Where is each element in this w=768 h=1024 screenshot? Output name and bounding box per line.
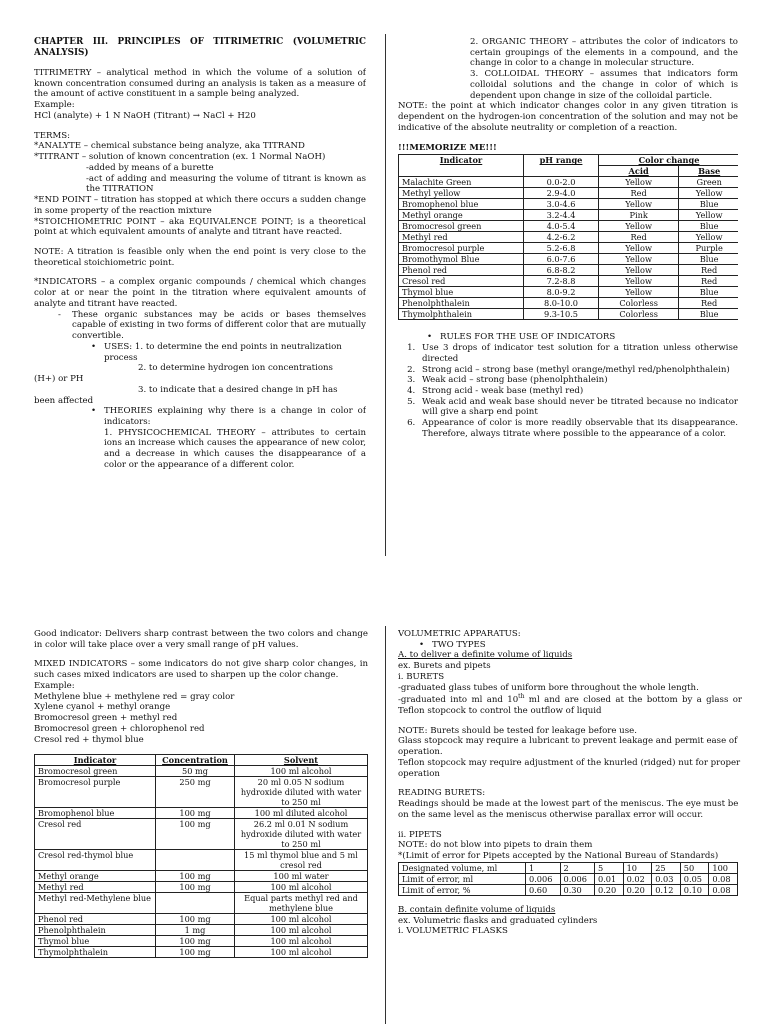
conc-table-cell: 100 mg xyxy=(156,947,235,958)
conc-table-cell: 100 ml water xyxy=(235,871,368,882)
limit-table-cell: 0.20 xyxy=(595,884,624,895)
ph-header-range: pH range xyxy=(524,155,599,177)
rule-item: 3. Weak acid – strong base (phenolphthalein) xyxy=(418,375,738,386)
ph-table-cell: Blue xyxy=(679,199,738,210)
ph-table-cell: Yellow xyxy=(599,199,679,210)
conc-table-cell: 100 mg xyxy=(156,808,235,819)
ph-table-body xyxy=(399,177,739,320)
conc-table-cell: 50 mg xyxy=(156,766,235,777)
rules-heading: • RULES FOR THE USE OF INDICATORS xyxy=(440,332,738,343)
limit-table-row xyxy=(399,884,738,895)
conc-table-cell: 20 ml 0.05 N sodium hydroxide diluted with water to 250 ml xyxy=(235,777,368,808)
conc-table-cell: 100 mg xyxy=(156,819,235,850)
mixed-indicators: MIXED INDICATORS – some indicators do not give sharp color changes, in such cases mixed indicators are used to sharpen up the color change. xyxy=(34,659,368,681)
conc-table-row xyxy=(35,893,368,914)
limit-table-cell: 100 xyxy=(709,862,738,873)
titrant-term: *TITRANT – solution of known concentration (ex. 1 Normal NaOH) xyxy=(34,152,326,163)
conc-table-row xyxy=(35,819,368,850)
ph-subheader-base: Base xyxy=(679,166,738,177)
page1-right-column xyxy=(398,37,738,557)
ph-table-cell: Green xyxy=(679,177,738,188)
pipet-limit-table xyxy=(398,862,738,896)
rule-item: 1. Use 3 drops of indicator test solution for a titration unless otherwise directed xyxy=(418,343,738,364)
ph-table-cell: Yellow xyxy=(599,276,679,287)
conc-table-cell: Bromocresol green xyxy=(35,766,156,777)
conc-header-concentration: Concentration xyxy=(156,755,235,766)
conc-table-cell: 100 mg xyxy=(156,914,235,925)
ph-table-cell: Blue xyxy=(679,254,738,265)
conc-table-cell: 100 ml alcohol xyxy=(235,766,368,777)
conc-table-row xyxy=(35,914,368,925)
conc-table-cell: 100 ml alcohol xyxy=(235,925,368,936)
limit-table-cell: 0.006 xyxy=(560,873,595,884)
apparatus-title: VOLUMETRIC APPARATUS: xyxy=(398,629,521,639)
ph-table-cell: Cresol red xyxy=(399,276,524,287)
conc-table-row xyxy=(35,947,368,958)
conc-table-cell: 1 mg xyxy=(156,925,235,936)
conc-table-cell: 100 ml alcohol xyxy=(235,914,368,925)
ph-table-cell: 0.0-2.0 xyxy=(524,177,599,188)
glass-stopcock-note: Glass stopcock may require a lubricant to prevent leakage and permit ease of operation. xyxy=(398,736,738,758)
reading-burets-title: READING BURETS: xyxy=(398,788,486,799)
ph-table-cell: 2.9-4.0 xyxy=(524,188,599,199)
limit-table-cell: 5 xyxy=(595,862,624,873)
mixed-examples-list xyxy=(34,692,368,746)
ph-table-cell: 7.2-8.8 xyxy=(524,276,599,287)
ph-table-cell: 6.0-7.6 xyxy=(524,254,599,265)
limit-table-cell: 25 xyxy=(652,862,681,873)
ph-table-cell: 5.2-6.8 xyxy=(524,243,599,254)
ph-range-table xyxy=(398,154,738,320)
indicator-ph-note: NOTE: the point at which indicator changes color in any given titration is dependent on the hydrogen-ion concentration of the solution and may not be indicative of the absolute neutrality or completion of a reaction. xyxy=(398,101,738,133)
ph-table-cell: Methyl orange xyxy=(399,210,524,221)
type-a-example: ex. Burets and pipets xyxy=(398,661,491,672)
ph-table-cell: 4.0-5.4 xyxy=(524,221,599,232)
ph-table-cell: Yellow xyxy=(679,188,738,199)
limit-table-cell: 0.10 xyxy=(680,884,709,895)
ph-table-cell: Yellow xyxy=(599,243,679,254)
ph-table-cell: Phenolphthalein xyxy=(399,298,524,309)
ph-table-cell: 9.3-10.5 xyxy=(524,309,599,320)
page2-right-column xyxy=(398,629,742,1024)
ph-table-cell: Phenol red xyxy=(399,265,524,276)
teflon-stopcock-note: Teflon stopcock may require adjustment of the knurled (ridged) nut for proper operation xyxy=(398,757,741,779)
uses-item-2b: (H+) or PH xyxy=(34,374,84,385)
rules-heading-list xyxy=(398,332,738,343)
conc-table-cell: 15 ml thymol blue and 5 ml cresol red xyxy=(235,850,368,871)
ph-table-cell: Red xyxy=(599,232,679,243)
conc-table-cell: Methyl orange xyxy=(35,871,156,882)
conc-table-cell: 26.2 ml 0.01 N sodium hydroxide diluted with water to 250 ml xyxy=(235,819,368,850)
conc-table-row xyxy=(35,925,368,936)
limit-table-cell: 0.01 xyxy=(595,873,624,884)
terms-label: TERMS: xyxy=(34,130,71,141)
conc-table-row xyxy=(35,882,368,893)
conc-table-cell: Thymol blue xyxy=(35,936,156,947)
conc-table-cell: 100 ml alcohol xyxy=(235,882,368,893)
example-label: Example: xyxy=(34,100,75,111)
ph-table-cell: Methyl yellow xyxy=(399,188,524,199)
conc-table-cell: Cresol red-thymol blue xyxy=(35,850,156,871)
ph-table-cell: 6.8-8.2 xyxy=(524,265,599,276)
titrimetry-definition: TITRIMETRY – analytical method in which the volume of a solution of known concentration consumed during an analysis is taken as a measure of the amount of active constituent in a sample being analyzed. xyxy=(34,67,366,100)
indicator-dash-item: - These organic substances may be acids or bases themselves capable of existing in two forms of different color that are mutually convertible. xyxy=(72,310,366,342)
ph-table-row xyxy=(399,210,739,221)
limit-table-row xyxy=(399,873,738,884)
limit-table-cell: 1 xyxy=(526,862,561,873)
organic-theory: 2. ORGANIC THEORY – attributes the color of indicators to certain groupings of the elements in a compound, and the change in color to a change in molecular structure. xyxy=(470,37,738,69)
ph-table-row xyxy=(399,188,739,199)
conc-table-cell: Phenol red xyxy=(35,914,156,925)
rule-item: 5. Weak acid and weak base should never be titrated because no indicator will give a sharp end point xyxy=(418,397,738,418)
conc-table-cell: Cresol red xyxy=(35,819,156,850)
mixed-example-item: Xylene cyanol + methyl orange xyxy=(34,702,171,713)
burets-desc-2b: ml and are closed at the bottom by a glass or Teflon stopcock to control the outflow of liquid xyxy=(398,695,742,716)
ph-table-cell: Yellow xyxy=(599,221,679,232)
conc-table-cell: 100 mg xyxy=(156,882,235,893)
conc-header-indicator: Indicator xyxy=(35,755,156,766)
ph-table-cell: 8.0-9.2 xyxy=(524,287,599,298)
limit-table-cell: 2 xyxy=(560,862,595,873)
ph-table-cell: Yellow xyxy=(599,254,679,265)
ph-subheader-acid: Acid xyxy=(599,166,679,177)
conc-table-cell: Bromocresol purple xyxy=(35,777,156,808)
ph-table-row xyxy=(399,276,739,287)
conc-table-body xyxy=(35,766,368,958)
conc-table-cell xyxy=(156,850,235,871)
titrant-sub-2: -act of adding and measuring the volume of titrant is known as the TITRATION xyxy=(86,173,366,195)
feasibility-note: NOTE: A titration is feasible only when the end point is very close to the theoretical stoichiometric point. xyxy=(34,246,366,268)
ph-table-cell: Yellow xyxy=(599,265,679,276)
conc-table-cell: 100 ml diluted alcohol xyxy=(235,808,368,819)
ph-table-cell: Yellow xyxy=(599,177,679,188)
ph-table-header-row xyxy=(399,155,739,166)
ph-table-cell: Bromocresol green xyxy=(399,221,524,232)
indicator-concentration-table xyxy=(34,754,368,958)
ph-table-row xyxy=(399,265,739,276)
ph-table-row xyxy=(399,287,739,298)
colloidal-theory: 3. COLLOIDAL THEORY – assumes that indicators form colloidal solutions and the change in color of which is dependent upon change in size of the colloidal particle. xyxy=(470,69,738,101)
page1-left-column xyxy=(34,37,366,557)
type-a-heading: A. to deliver a definite volume of liquids xyxy=(398,650,573,661)
conc-table-row xyxy=(35,871,368,882)
limit-table-cell: 0.03 xyxy=(652,873,681,884)
ph-table-row xyxy=(399,221,739,232)
ph-table-cell: Purple xyxy=(679,243,738,254)
ph-table-cell: Colorless xyxy=(599,298,679,309)
ph-table-cell: 4.2-6.2 xyxy=(524,232,599,243)
pipets-note: NOTE: do not blow into pipets to drain them xyxy=(398,840,593,851)
theories-list xyxy=(34,406,366,427)
example-equation: HCl (analyte) + 1 N NaOH (Titrant) → NaCl + H20 xyxy=(34,110,256,121)
flasks-heading: i. VOLUMETRIC FLASKS xyxy=(398,926,508,937)
ph-table-row xyxy=(399,199,739,210)
ph-table-row xyxy=(399,298,739,309)
conc-table-cell: Methyl red xyxy=(35,882,156,893)
ph-table-cell: Blue xyxy=(679,221,738,232)
conc-table-row xyxy=(35,777,368,808)
limit-table-cell: 0.08 xyxy=(709,884,738,895)
pipets-heading: ii. PIPETS xyxy=(398,829,442,840)
uses-item-3b: been affected xyxy=(34,395,94,406)
ph-table-cell: Malachite Green xyxy=(399,177,524,188)
uses-item-2: 2. to determine hydrogen ion concentrations xyxy=(138,363,333,374)
ph-table-row xyxy=(399,309,739,320)
limit-table-cell: 50 xyxy=(680,862,709,873)
ph-table-cell: Red xyxy=(679,265,738,276)
conc-table-row xyxy=(35,808,368,819)
ph-table-cell: Yellow xyxy=(679,210,738,221)
page1-divider xyxy=(385,34,386,556)
mixed-example-item: Methylene blue + methylene red = gray color xyxy=(34,691,235,702)
conc-table-cell: Thymolphthalein xyxy=(35,947,156,958)
ph-table-cell: Thymol blue xyxy=(399,287,524,298)
ph-table-row xyxy=(399,243,739,254)
limit-table-cell: 0.30 xyxy=(560,884,595,895)
conc-table-cell: Methyl red-Methylene blue xyxy=(35,893,156,914)
conc-table-cell: 100 mg xyxy=(156,871,235,882)
limit-table-row xyxy=(399,862,738,873)
conc-table-cell xyxy=(156,893,235,914)
ph-header-color-change: Color change xyxy=(599,155,739,166)
limit-table-cell: 0.05 xyxy=(680,873,709,884)
conc-table-row xyxy=(35,766,368,777)
ph-table-cell: Yellow xyxy=(599,287,679,298)
mixed-example-item: Bromocresol green + chlorophenol red xyxy=(34,723,205,734)
burets-desc-2a: -graduated into ml and 10 xyxy=(398,695,519,706)
ph-table-cell: Red xyxy=(599,188,679,199)
limit-table-cell: 0.20 xyxy=(623,884,652,895)
ph-table-cell: Blue xyxy=(679,287,738,298)
indicator-dash-list xyxy=(34,310,366,342)
chapter-title: CHAPTER III. PRINCIPLES OF TITRIMETRIC (VOLUMETRIC ANALYSIS) xyxy=(34,37,366,58)
ph-table-cell: 3.0-4.6 xyxy=(524,199,599,210)
page2-left-column xyxy=(34,629,368,1024)
limit-table-cell: 0.08 xyxy=(709,873,738,884)
physicochemical-theory: 1. PHYSICOCHEMICAL THEORY – attributes to certain ions an increase which causes the appearance of new color, and a decrease in which causes the disappearance of a color or the appearance of a different color. xyxy=(104,427,366,470)
conc-table-row xyxy=(35,850,368,871)
conc-table-cell: 250 mg xyxy=(156,777,235,808)
ph-table-cell: Bromothymol Blue xyxy=(399,254,524,265)
limit-table-cell: 0.60 xyxy=(526,884,561,895)
good-indicator: Good indicator: Delivers sharp contrast between the two colors and change in color will take place over a very small range of pH values. xyxy=(34,629,368,650)
burets-heading: i. BURETS xyxy=(398,671,445,682)
titrant-sub-1: -added by means of a burette xyxy=(86,162,214,173)
ph-table-row xyxy=(399,232,739,243)
rule-item: 6. Appearance of color is more readily observable that its disappearance. Therefore, always titrate where possible to the appearance of a color. xyxy=(418,418,738,439)
type-b-heading: B. contain definite volume of liquids xyxy=(398,904,556,915)
conc-table-cell: 100 ml alcohol xyxy=(235,947,368,958)
ph-table-cell: Red xyxy=(679,298,738,309)
ph-table-cell: Thymolphthalein xyxy=(399,309,524,320)
burets-desc-2 xyxy=(398,693,742,716)
rules-list xyxy=(398,343,738,440)
limit-table-body xyxy=(399,862,738,895)
reading-burets-text: Readings should be made at the lowest part of the meniscus. The eye must be on the same level as the meniscus otherwise parallax error will occur. xyxy=(398,799,739,820)
conc-table-cell: Bromophenol blue xyxy=(35,808,156,819)
uses-list xyxy=(34,342,366,363)
burets-leak-note: NOTE: Burets should be tested for leakage before use. xyxy=(398,725,637,736)
limit-table-cell: Limit of error, % xyxy=(399,884,526,895)
conc-table-header-row xyxy=(35,755,368,766)
limit-table-cell: 0.02 xyxy=(623,873,652,884)
memorize-label: !!!MEMORIZE ME!!! xyxy=(398,142,497,153)
mixed-example-label: Example: xyxy=(34,680,75,691)
mixed-example-item: Bromocresol green + methyl red xyxy=(34,713,178,724)
limit-table-cell: 0.12 xyxy=(652,884,681,895)
two-types-item: • TWO TYPES xyxy=(432,640,742,651)
uses-item-3: 3. to indicate that a desired change in pH has xyxy=(138,384,338,395)
ph-table-cell: Pink xyxy=(599,210,679,221)
ph-table-cell: Colorless xyxy=(599,309,679,320)
indicators-term: *INDICATORS – a complex organic compounds / chemical which changes color at or near the point in the titration where equivalent amounts of analyte and titrant have reacted. xyxy=(34,277,366,309)
ph-table-cell: 8.0-10.0 xyxy=(524,298,599,309)
limit-table-cell: Designated volume, ml xyxy=(399,862,526,873)
ph-table-row xyxy=(399,254,739,265)
conc-table-cell: Phenolphthalein xyxy=(35,925,156,936)
end-point-term: *END POINT – titration has stopped at which there occurs a sudden change in some property of the reaction mixture xyxy=(34,195,366,216)
ph-table-cell: Red xyxy=(679,276,738,287)
ph-table-cell: Blue xyxy=(679,309,738,320)
burets-desc-2-sup: th xyxy=(518,693,525,701)
rule-item: 4. Strong acid - weak base (methyl red) xyxy=(418,386,738,397)
conc-table-cell: 100 mg xyxy=(156,936,235,947)
conc-table-cell: Equal parts methyl red and methylene blue xyxy=(235,893,368,914)
limit-table-cell: Limit of error, ml xyxy=(399,873,526,884)
ph-table-cell: Yellow xyxy=(679,232,738,243)
ph-table-cell: Methyl red xyxy=(399,232,524,243)
ph-table-cell: Bromophenol blue xyxy=(399,199,524,210)
uses-item-1: • USES: 1. to determine the end points in neutralization process xyxy=(104,342,366,363)
ph-header-indicator: Indicator xyxy=(399,155,524,177)
mixed-example-item: Cresol red + thymol blue xyxy=(34,734,144,745)
rule-item: 2. Strong acid – strong base (methyl orange/methyl red/phenolphthalein) xyxy=(418,365,738,376)
theories-item: • THEORIES explaining why there is a change in color of indicators: xyxy=(104,406,366,427)
stoichiometric-term: *STOICHIOMETRIC POINT – aka EQUIVALENCE POINT; is a theoretical point at which equivalent amounts of analyte and titrant have reacted. xyxy=(34,216,366,238)
type-b-example: ex. Volumetric flasks and graduated cylinders xyxy=(398,915,598,926)
burets-desc-1: -graduated glass tubes of uniform bore throughout the whole length. xyxy=(398,682,699,693)
limit-caption: *(Limit of error for Pipets accepted by the National Bureau of Standards) xyxy=(398,851,719,862)
conc-table-row xyxy=(35,936,368,947)
analyte-term: *ANALYTE – chemical substance being analyze, aka TITRAND xyxy=(34,141,305,152)
limit-table-cell: 10 xyxy=(623,862,652,873)
ph-table-row xyxy=(399,177,739,188)
limit-table-cell: 0.006 xyxy=(526,873,561,884)
conc-table-cell: 100 ml alcohol xyxy=(235,936,368,947)
ph-table-cell: 3.2-4.4 xyxy=(524,210,599,221)
ph-table-cell: Bromocresol purple xyxy=(399,243,524,254)
page2-divider xyxy=(385,626,386,1024)
two-types-list xyxy=(398,640,742,651)
conc-header-solvent: Solvent xyxy=(235,755,368,766)
